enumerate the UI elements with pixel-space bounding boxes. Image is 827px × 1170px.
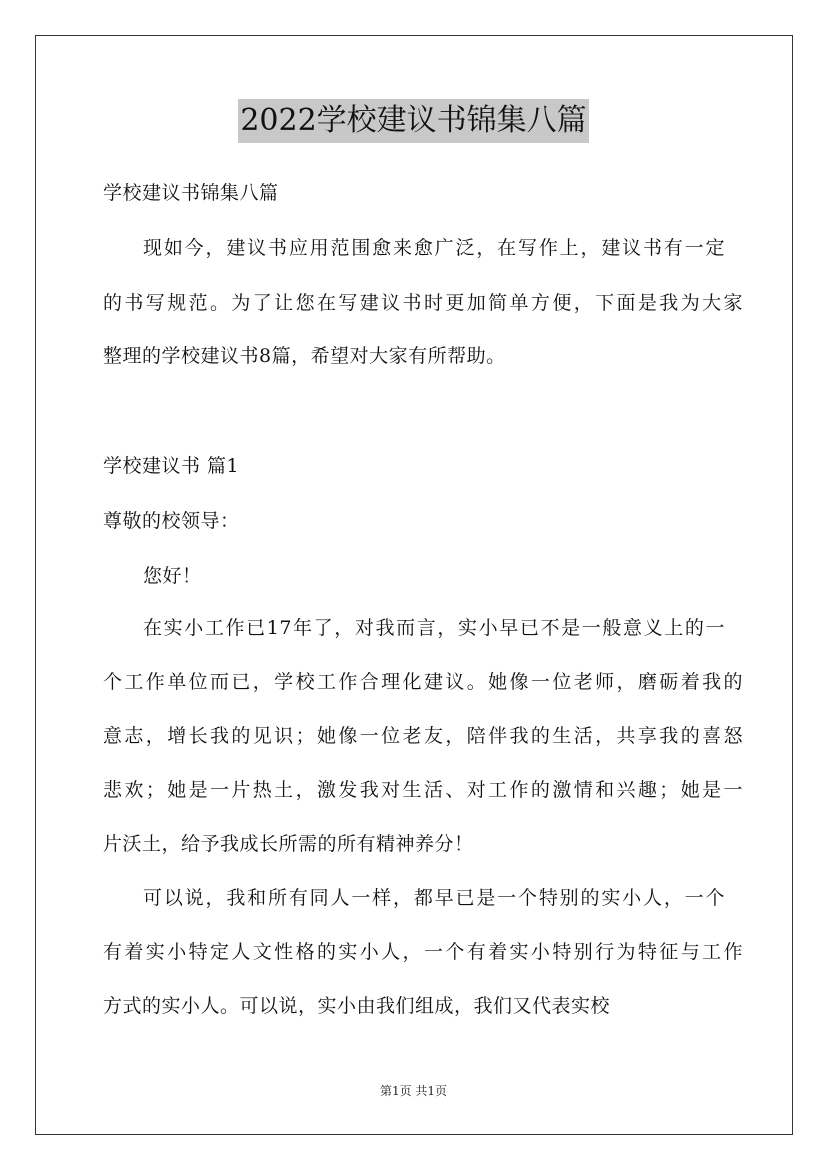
para1-line-3: 意志，增长我的见识；她像一位老友，陪伴我的生活，共享我的喜怒 [103,725,743,747]
para1-line-1: 在实小工作已17年了，对我而言，实小早已不是一般意义上的一 [143,617,725,639]
document-title: 2022学校建议书锦集八篇 [238,99,588,143]
intro-line-3: 整理的学校建议书8篇，希望对大家有所帮助。 [103,345,506,367]
document-subtitle: 学校建议书锦集八篇 [103,182,279,204]
page-footer: 第1页 共1页 [379,1084,448,1098]
para1-line-2: 个工作单位而已，学校工作合理化建议。她像一位老师，磨砺着我的 [103,671,743,693]
greeting: 您好！ [143,565,202,587]
para1-line-5: 片沃土，给予我成长所需的所有精神养分！ [103,833,474,855]
intro-line-2: 的书写规范。为了让您在写建议书时更加简单方便，下面是我为大家 [103,292,743,314]
para2-line-1: 可以说，我和所有同人一样，都早已是一个特别的实小人，一个 [143,887,725,909]
salutation: 尊敬的校领导： [103,510,240,532]
section-heading: 学校建议书 篇1 [103,455,240,477]
para2-line-2: 有着实小特定人文性格的实小人，一个有着实小特别行为特征与工作 [103,941,743,963]
intro-line-1: 现如今，建议书应用范围愈来愈广泛，在写作上，建议书有一定 [143,237,725,259]
title-container [0,99,827,143]
para1-line-4: 悲欢；她是一片热土，激发我对生活、对工作的激情和兴趣；她是一 [103,779,743,801]
para2-line-3: 方式的实小人。可以说，实小由我们组成，我们又代表实校 [103,995,611,1017]
